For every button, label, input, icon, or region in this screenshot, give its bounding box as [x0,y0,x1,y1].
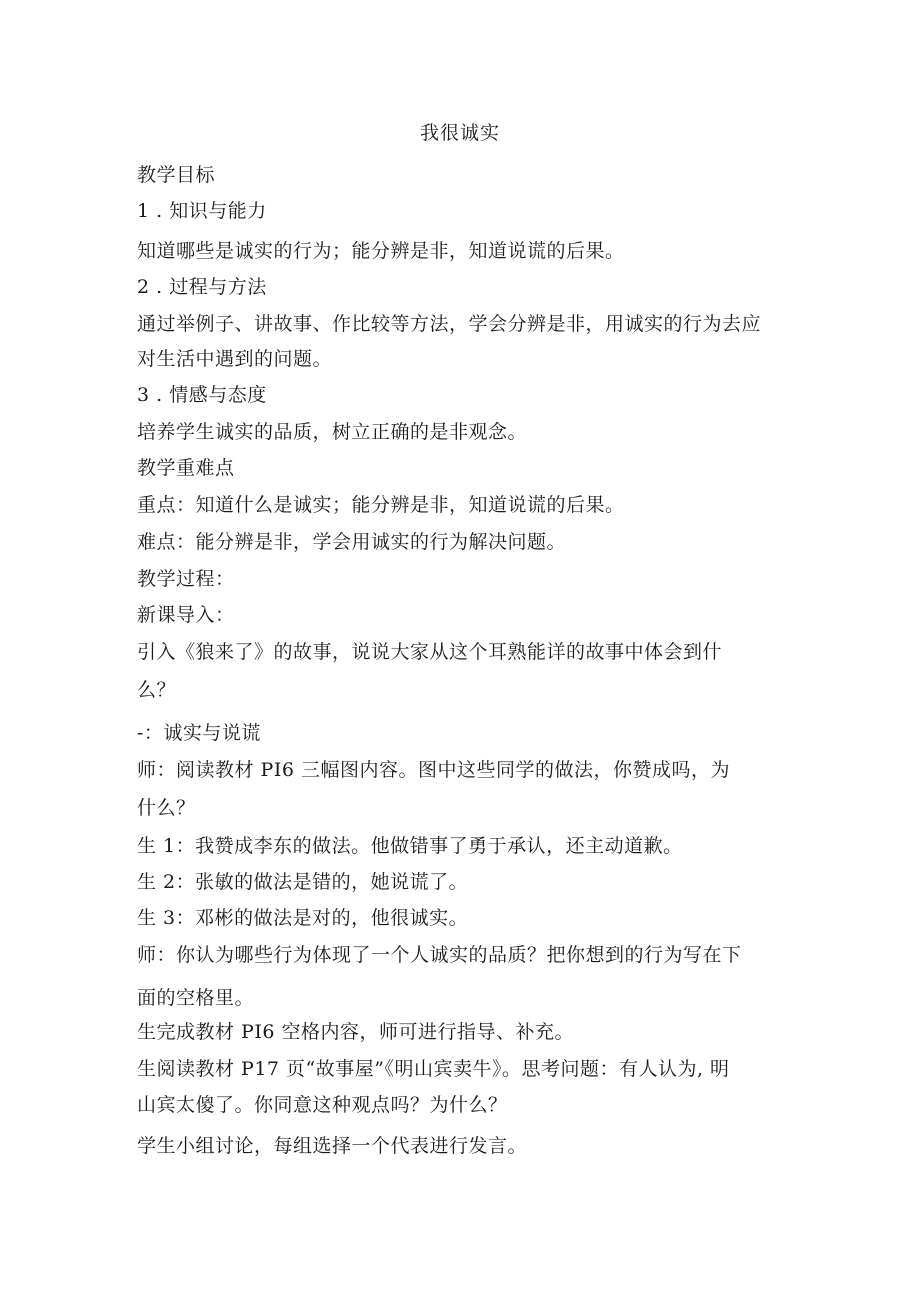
paragraph-line: 引入《狼来了》的故事，说说大家从这个耳熟能详的故事中体会到什 [137,641,723,663]
paragraph-line: 师：阅读教材 PI6 三幅图内容。图中这些同学的做法，你赞成吗，为 [137,759,730,781]
paragraph-line: 什么？ [137,797,196,819]
paragraph-line: 重点：知道什么是诚实；能分辨是非，知道说谎的后果。 [137,494,625,516]
paragraph-line: 生阅读教材 P17 页“故事屋”《明山宾卖牛》。思考问题：有人认为, 明 [137,1058,730,1080]
paragraph-line: 知道哪些是诚实的行为；能分辨是非，知道说谎的后果。 [137,240,625,262]
subheading-knowledge: 1 . 知识与能力 [137,200,267,222]
paragraph-line: 山宾太傻了。你同意这种观点吗？为什么？ [137,1094,508,1116]
paragraph-line: 难点：能分辨是非，学会用诚实的行为解决问题。 [137,531,567,553]
paragraph-line: 学生小组讨论，每组选择一个代表进行发言。 [137,1135,528,1157]
section-heading: -：诚实与说谎 [137,722,261,744]
paragraph-line: 生 1：我赞成李东的做法。他做错事了勇于承认，还主动道歉。 [137,835,683,857]
paragraph-line: 面的空格里。 [137,987,255,1009]
paragraph-line: 通过举例子、讲故事、作比较等方法，学会分辨是非，用诚实的行为去应 [137,313,762,335]
document-title: 我很诚实 [419,122,500,144]
heading-teaching-goals: 教学目标 [137,164,216,186]
subheading-process: 2 . 过程与方法 [137,276,267,298]
subheading-intro: 新课导入： [137,604,235,626]
heading-key-points: 教学重难点 [137,457,235,479]
paragraph-line: 生 3：邓彬的做法是对的，他很诚实。 [137,907,469,929]
paragraph-line: 对生活中遇到的问题。 [137,348,333,370]
paragraph-line: 培养学生诚实的品质，树立正确的是非观念。 [137,421,528,443]
heading-teaching-process: 教学过程： [137,568,235,590]
paragraph-line: 么？ [137,679,177,701]
paragraph-line: 生完成教材 PI6 空格内容，师可进行指导、补充。 [137,1021,574,1043]
subheading-emotion: 3 . 情感与态度 [137,384,267,406]
paragraph-line: 师：你认为哪些行为体现了一个人诚实的品质？把你想到的行为写在下 [137,944,742,966]
paragraph-line: 生 2：张敏的做法是错的，她说谎了。 [137,871,469,893]
